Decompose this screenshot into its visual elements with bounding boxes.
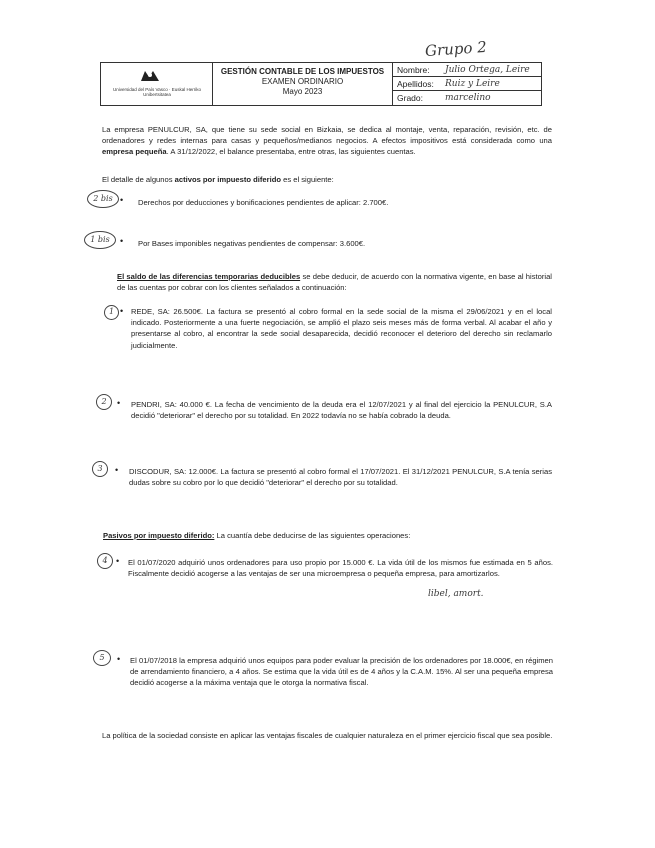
grado-value: marcelino [445,93,491,103]
bullet-icon: • [115,465,119,475]
activos-heading: El detalle de algunos activos por impuesto diferido es el siguiente: [102,175,334,184]
bullet-icon: • [117,654,121,664]
handwritten-margin-note: libel, amort. [428,589,484,599]
circled-number-1: 1 [104,305,119,320]
operation-4-item: El 01/07/2020 adquirió unos ordenadores para uso propio por 15.000 €. La vida útil de los mismos fue estimada en 5 años. Fiscalmente decidió acogerse a las ventajas de ser una microempresa o pequeña empresa, para amortizarlos. [128,558,553,579]
circled-number-3: 3 [92,461,108,477]
circled-number-5: 5 [93,650,111,666]
nombre-row [393,63,541,77]
bullet-icon: • [120,236,124,246]
discodur-item: DISCODUR, SA: 12.000€. La factura se presentó al cobro formal el 17/07/2021. El 31/12/2021 PENULCUR, S.A tenía serias dudas sobre su cobro por lo que decidió "deteriorar" el derecho por su totalidad. [129,467,552,488]
circled-1-bis: 1 bis [84,231,116,249]
handwritten-group: Grupo 2 [424,37,488,61]
nombre-label: Nombre: [397,65,430,75]
circled-number-2: 2 [96,394,112,410]
circled-2-bis: 2 bis [87,190,119,208]
exam-date: Mayo 2023 [282,87,323,96]
politica-paragraph: La política de la sociedad consiste en aplicar las ventajas fiscales de cualquier naturaleza en el primer ejercicio fiscal que sea posible. [102,731,553,740]
bullet-icon: • [120,195,124,205]
operation-5-item: El 01/07/2018 la empresa adquirió unos equipos para poder evaluar la precisión de los ordenadores por 18.000€, en régimen de arrendamiento financiero, a 4 años. Se estima que la vida útil es de 4 años y la C.A.M. 15%. Al ser una pequeña empresa decidió acogerse a la máxima ventaja que le otorga la normativa fiscal. [130,656,553,688]
rede-item: REDE, SA: 26.500€. La factura se presentó al cobro formal en la sede social de la misma el 29/06/2021 y en el local indicado. Posteriormente a una fuerte negociación, se amplió el plazo seis meses más de forma verbal. Al acabar el año y presentarse al cobro, al encontrar la sede social desaparecida, decidió reconocer el deterioro del derecho sin reclamarlo judicialmente. [131,307,552,350]
nombre-value: Julio Ortega, Leire [445,65,530,75]
bullet-icon: • [120,306,124,316]
pendri-item: PENDRI, SA: 40.000 €. La fecha de vencimiento de la deuda era el 12/07/2021 y al final del ejercicio la PENULCUR, S.A decidió "deteriorar" el derecho por su totalidad. En 2022 todavía no se había cobrado la deuda. [131,400,552,421]
bullet-icon: • [117,398,121,408]
apellidos-row [393,77,541,91]
activo-item-1: Derechos por deducciones y bonificaciones pendientes de aplicar: 2.700€. [138,198,389,207]
grado-label: Grado: [397,93,423,103]
exam-title-cell [213,63,393,105]
apellidos-value: Ruiz y Leire [445,79,500,89]
intro-paragraph: La empresa PENULCUR, SA, que tiene su sede social en Bizkaia, se dedica al montaje, venta, reparación, revisión, etc. de ordenadores y redes internas para casas y pequeños/medianos negocios. A efectos impositivos está considerada como una empresa pequeña. A 31/12/2022, el balance presentaba, entre otras, las siguientes cuentas. [102,125,552,157]
apellidos-label: Apellidos: [397,79,434,89]
university-logo-cell [101,63,213,105]
university-logo-icon [139,69,161,83]
pasivos-heading: Pasivos por impuesto diferido: La cuantía debe deducirse de las siguientes operaciones: [103,531,411,540]
student-info-cell [393,63,541,105]
activo-item-2: Por Bases imponibles negativas pendientes de compensar: 3.600€. [138,239,366,248]
university-name: Universidad del País Vasco · Euskal Herriko Unibertsitatea [113,87,201,97]
grado-row [393,91,541,105]
exam-header [100,62,542,106]
circled-number-4: 4 [97,553,113,569]
exam-type: EXAMEN ORDINARIO [261,77,344,86]
course-title: GESTIÓN CONTABLE DE LOS IMPUESTOS [220,67,385,76]
bullet-icon: • [116,556,120,566]
saldo-paragraph: El saldo de las diferencias temporarias deducibles se debe deducir, de acuerdo con la normativa vigente, en base al historial de las cuentas por cobrar con los clientes señalados a continuación: [117,272,552,293]
